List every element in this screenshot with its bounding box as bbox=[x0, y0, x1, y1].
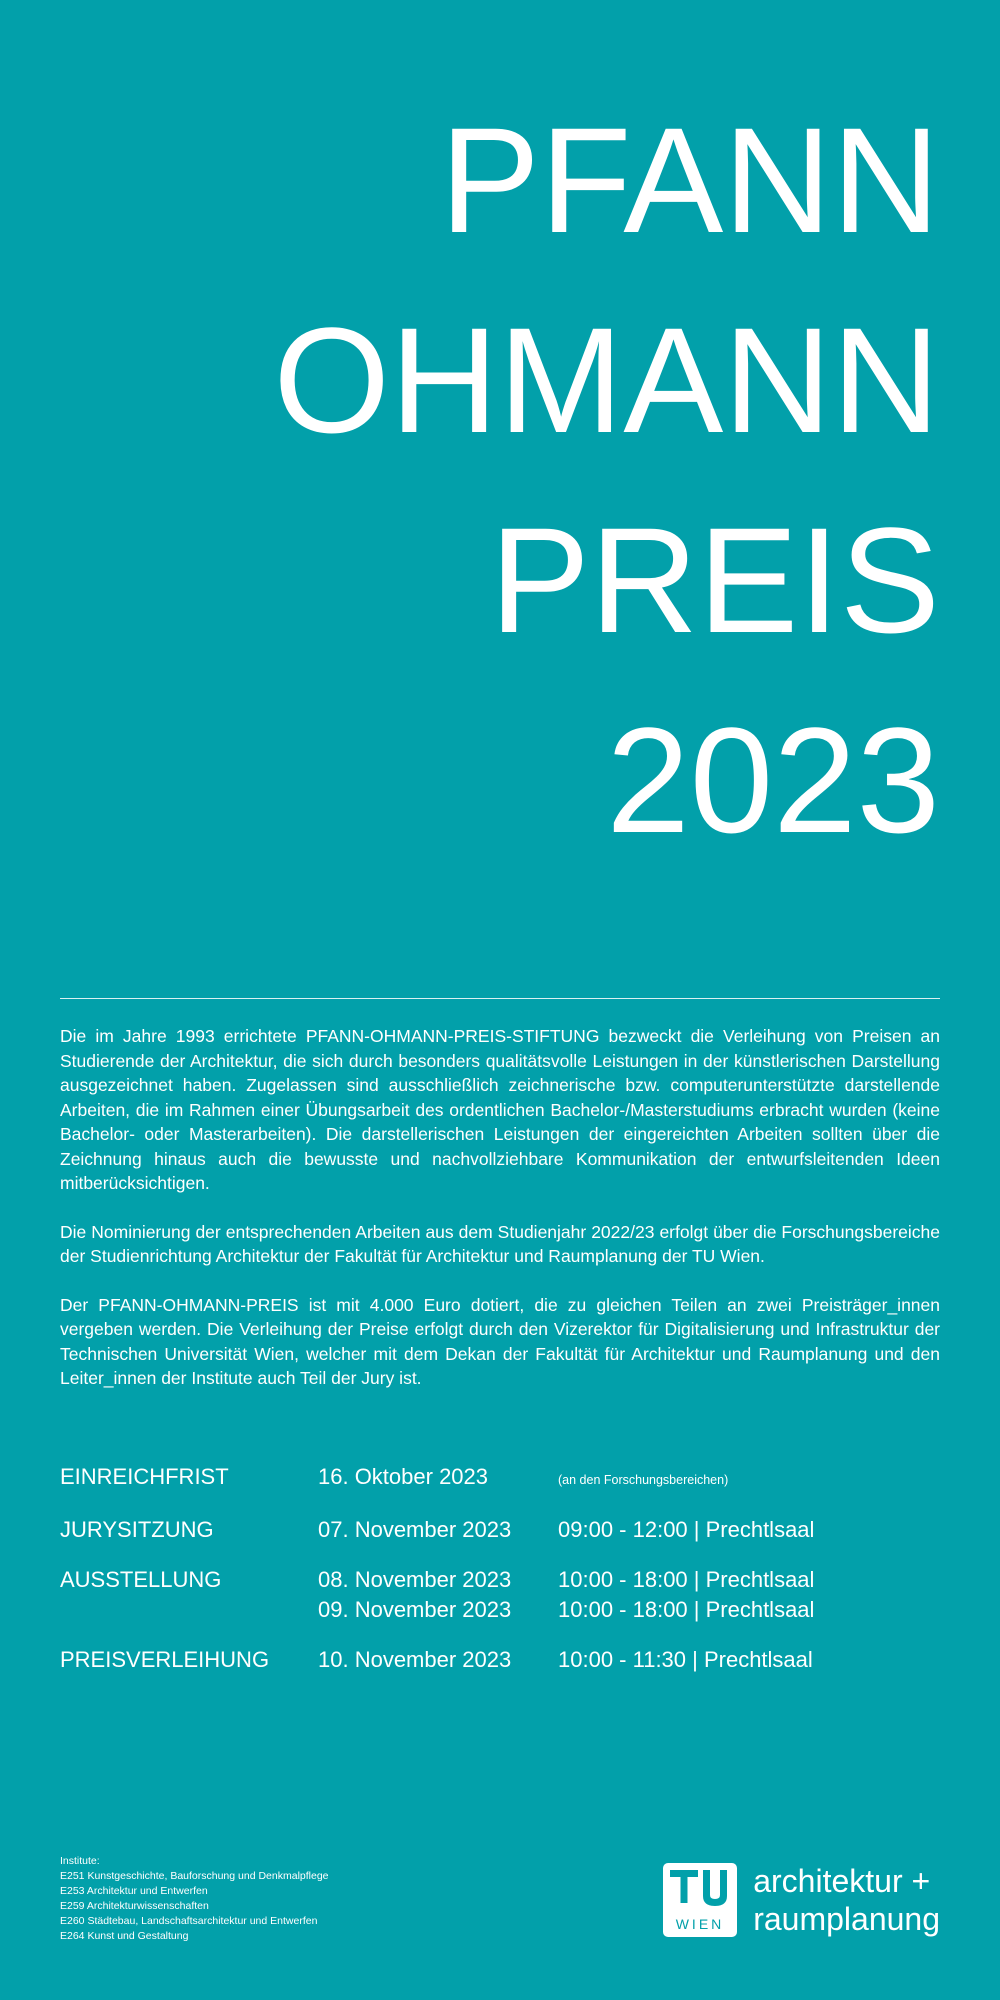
schedule-row-ausstellung bbox=[60, 1565, 940, 1625]
tu-wien-logo-icon bbox=[663, 1863, 737, 1937]
poster-title bbox=[273, 80, 940, 880]
institute-item: E259 Architekturwissenschaften bbox=[60, 1900, 209, 1912]
schedule-label: AUSSTELLUNG bbox=[60, 1567, 222, 1592]
schedule-label: JURYSITZUNG bbox=[60, 1517, 214, 1542]
logo-text-line-1: architektur + bbox=[753, 1863, 931, 1899]
description-paragraph-2: Die Nominierung der entsprechenden Arbeiten aus dem Studienjahr 2022/23 erfolgt über die Forschungsbereiche der Studienrichtung Architektur der Fakultät für Architektur und Raumplanung der TU Wien. bbox=[60, 1221, 940, 1266]
schedule-date: 16. Oktober 2023 bbox=[318, 1464, 489, 1489]
schedule-label: EINREICHFRIST bbox=[60, 1464, 229, 1489]
schedule-note: (an den Forschungsbereichen) bbox=[558, 1473, 729, 1487]
title-line-1: PFANN bbox=[439, 96, 940, 264]
schedule-row-einreichfrist bbox=[60, 1462, 940, 1495]
schedule-row-preisverleihung bbox=[60, 1645, 940, 1675]
svg-text:WIEN: WIEN bbox=[675, 1916, 725, 1932]
schedule-date: 10. November 2023 bbox=[318, 1647, 512, 1672]
schedule-label: PREISVERLEIHUNG bbox=[60, 1647, 270, 1672]
description-paragraph-1: Die im Jahre 1993 errichtete PFANN-OHMANN-PREIS-STIFTUNG bezweckt die Verleihung von Preisen an Studierende der Architektur, die sich durch besonders qualitätsvolle Leistungen in der künstlerischen Darstellung ausgezeichnet haben. Zugelassen sind ausschließlich zeichnerische bzw. computerunterstützte darstellende Arbeiten, die im Rahmen einer Übungsarbeit des ordentlichen Bachelor-/Masterstudiums erbracht wurden (keine Bachelor- oder Masterarbeiten). Die darstellerischen Leistungen der eingereichten Arbeiten sollten über die Zeichnung hinaus auch die bewusste und nachvollziehbare Kommunikation der entwurfsleitenden Ideen mitberücksichtigen. bbox=[60, 1026, 940, 1193]
description bbox=[60, 1024, 940, 1415]
faculty-logo bbox=[663, 1862, 940, 1938]
schedule-time: 09:00 - 12:00 | Prechtlsaal bbox=[558, 1517, 815, 1542]
schedule-time: 10:00 - 11:30 | Prechtlsaal bbox=[558, 1647, 813, 1672]
schedule bbox=[60, 1462, 940, 1695]
divider bbox=[60, 998, 940, 999]
schedule-date: 09. November 2023 bbox=[318, 1597, 512, 1622]
logo-text-line-2: raumplanung bbox=[753, 1901, 940, 1937]
institute-item: E260 Städtebau, Landschaftsarchitektur und Entwerfen bbox=[60, 1915, 318, 1927]
institute-item: E251 Kunstgeschichte, Bauforschung und Denkmalpflege bbox=[60, 1870, 329, 1882]
schedule-date: 07. November 2023 bbox=[318, 1517, 512, 1542]
description-paragraph-3: Der PFANN-OHMANN-PREIS ist mit 4.000 Euro dotiert, die zu gleichen Teilen an zwei Preisträger_innen vergeben werden. Die Verleihung der Preise erfolgt durch den Vizerektor für Digitalisierung und Infrastruktur der Technischen Universität Wien, welcher mit dem Dekan der Fakultät für Architektur und Raumplanung und den Leiter_innen der Institute auch Teil der Jury ist. bbox=[60, 1294, 940, 1388]
institute-item: E253 Architektur und Entwerfen bbox=[60, 1885, 208, 1897]
institutes-heading: Institute: bbox=[60, 1855, 100, 1867]
schedule-date: 08. November 2023 bbox=[318, 1567, 512, 1592]
title-line-2: OHMANN bbox=[273, 296, 940, 464]
schedule-time: 10:00 - 18:00 | Prechtlsaal bbox=[558, 1597, 815, 1622]
title-year: 2023 bbox=[606, 696, 940, 864]
institutes-list bbox=[60, 1854, 329, 1944]
schedule-row-jurysitzung bbox=[60, 1515, 940, 1545]
title-line-3: PREIS bbox=[489, 496, 940, 664]
schedule-time: 10:00 - 18:00 | Prechtlsaal bbox=[558, 1567, 815, 1592]
institute-item: E264 Kunst und Gestaltung bbox=[60, 1930, 189, 1942]
